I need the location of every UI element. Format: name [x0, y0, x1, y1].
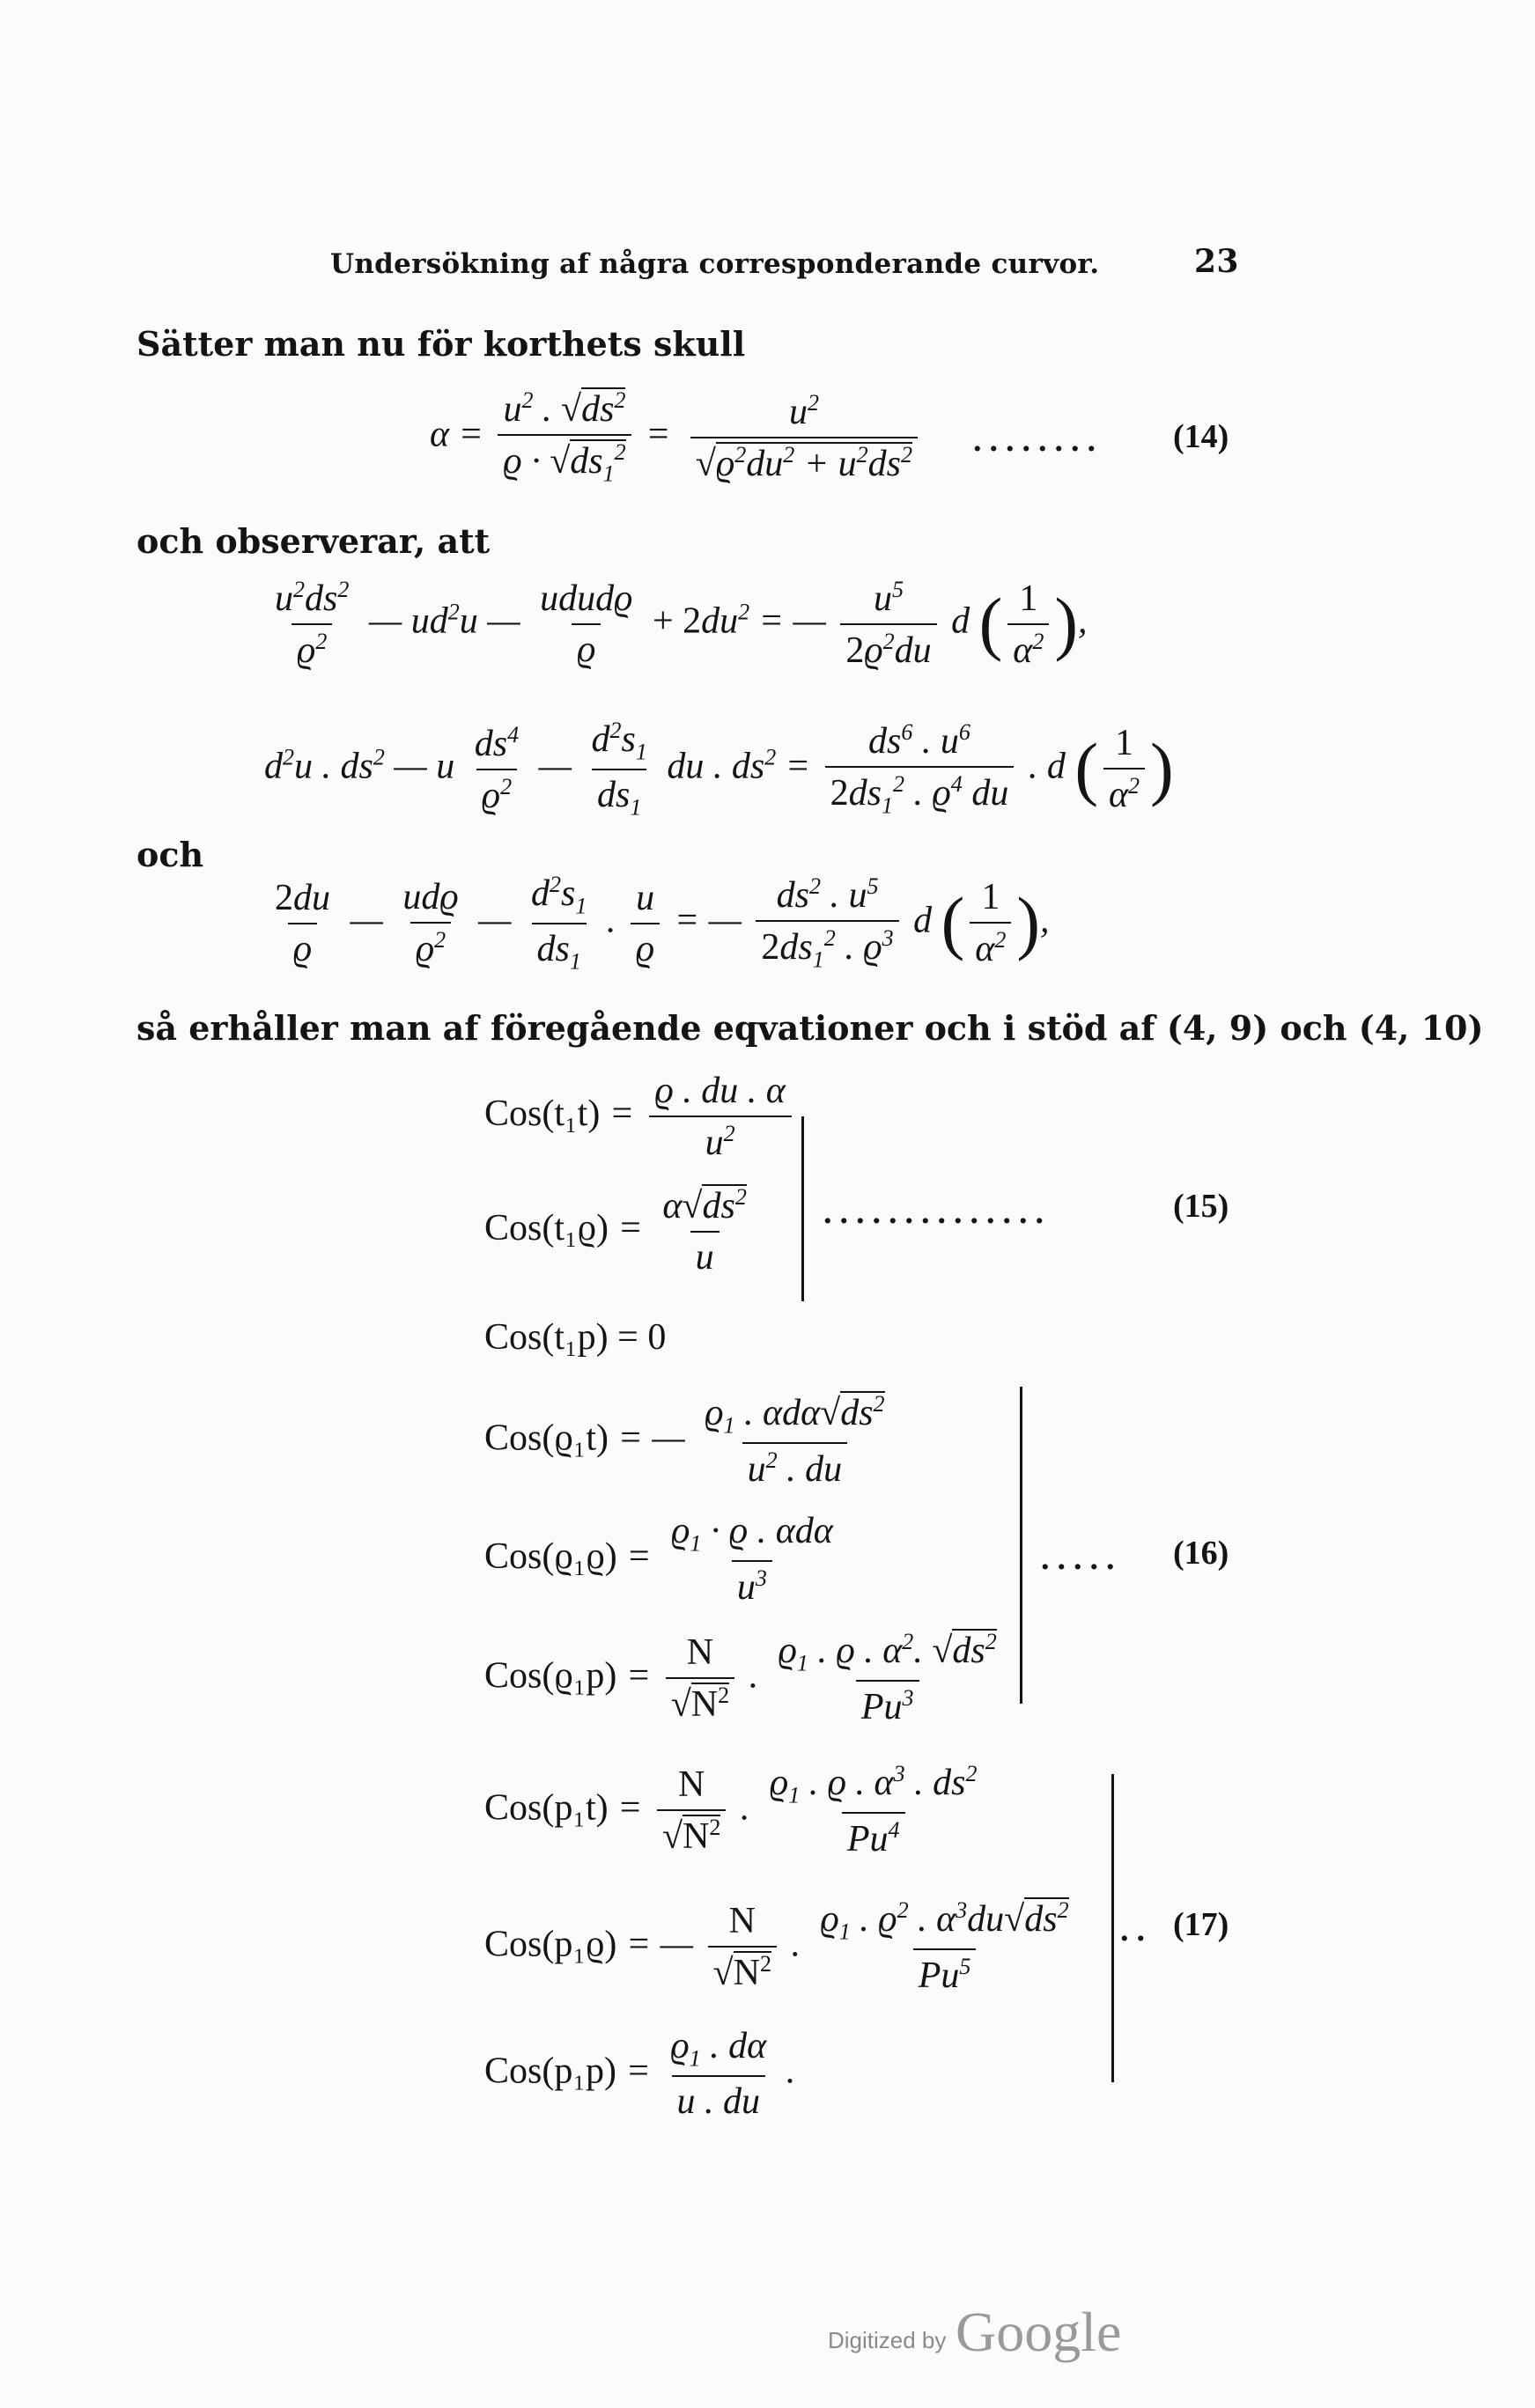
och-text: och	[137, 835, 204, 874]
cos-rho1-p-label: Cos(ϱ₁p)	[484, 1655, 617, 1697]
leader-dots-17: ..	[1120, 1911, 1153, 1948]
cos-p1-t-label: Cos(p₁t)	[484, 1787, 609, 1829]
running-header: Undersökning af några corresponderande curvor.	[330, 248, 1100, 280]
eq-cos-t1-t: Cos(t₁t) = $\frac{ϱ . du . \alpha}{u^2}$	[484, 1070, 797, 1164]
equation-number-14: (14)	[1173, 418, 1229, 455]
leader-dots-16: .....	[1041, 1540, 1123, 1577]
observe-text: och observerar, att	[137, 521, 491, 561]
brace-16	[1020, 1387, 1022, 1704]
cos-t1-rho-label: Cos(t₁ϱ)	[484, 1208, 609, 1249]
leader-dots-14: ........	[973, 422, 1103, 459]
cos-rho1-t-label: Cos(ϱ₁t)	[484, 1418, 609, 1459]
equation-14: α = $\frac{u^2 . √ds^2}{ϱ \cdot √ds_1^2}$ = $\frac{u^2}{√ϱ^2du^2 + u^2ds^2}$	[430, 387, 928, 487]
intro-text: Sätter man nu för korthets skull	[137, 324, 746, 364]
equation-observe-3: $\frac{2du}{ϱ}$ — $\frac{\text{udϱ}}{ϱ^2}$ — $\frac{d^2s_1}{ds_1}$ . $\frac{u}{ϱ}$ = — $\frac{ds^2 . u^5}{2ds_1^2 . ϱ^3}$ d ( $\frac{1}{\alpha^2}$ ),	[275, 872, 1050, 975]
digitized-label: Digitized by	[828, 2327, 947, 2353]
eq-cos-p1-t: Cos(p₁t) = $\frac{N}{√N^2}$ . $\frac{ϱ_1 . ϱ . \alpha^3 . ds^2}{Pu^4}$	[484, 1761, 978, 1860]
brace-17	[1111, 1774, 1114, 2082]
google-logo: Google	[956, 2301, 1122, 2363]
equation-observe-2: $d^2u$ . $ds^2$ — u $\frac{ds^4}{ϱ^2}$ — $\frac{d^2s_1}{ds_1}$ du . $ds^2$ = $\frac{ds^6 . u^6}{2ds_1^2 . ϱ^4 du}$ . d ( $\frac{1}{\alpha^2}$ )	[264, 718, 1174, 821]
eq-cos-t1-rho: Cos(t₁ϱ) = $\frac{\alpha√ds^2}{u}$	[484, 1184, 747, 1278]
equation-number-16: (16)	[1173, 1535, 1229, 1572]
eq-cos-p1-rho: Cos(p₁ϱ) = — $\frac{N}{√N^2}$ . $\frac{ϱ_1 . ϱ^2 . \alpha^3du√ds^2}{Pu^5}$	[484, 1897, 1069, 1997]
equation-number-15: (15)	[1173, 1188, 1229, 1225]
cos-rho1-rho-label: Cos(ϱ₁ϱ)	[484, 1535, 617, 1577]
eq-cos-rho1-t: Cos(ϱ₁t) = — $\frac{ϱ_1 . \alpha d\alpha√ds^2}{u^2 . du}$	[484, 1391, 885, 1491]
eq-cos-p1-p: Cos(p₁p) = $\frac{ϱ_1 . d\alpha}{u . du}$ .	[484, 2026, 796, 2123]
leader-dots-15: ..............	[823, 1194, 1052, 1231]
eq-cos-rho1-p: Cos(ϱ₁p) = $\frac{N}{√N^2}$ . $\frac{ϱ_1 . ϱ . \alpha^2. √ds^2}{Pu^3}$	[484, 1629, 997, 1728]
cos-p1-rho-label: Cos(p₁ϱ)	[484, 1924, 617, 1965]
equation-observe-1: $\frac{u^2ds^2}{ϱ^2}$ — $ud^2u$ — $\frac{\text{ududϱ}}{ϱ}$ + $2du^2$ = — $\frac{u^5}{2ϱ^2du}$ d ( $\frac{1}{\alpha^2}$ ),	[275, 577, 1088, 671]
page-number: 23	[1194, 243, 1239, 280]
brace-15	[801, 1116, 804, 1301]
equation-number-17: (17)	[1173, 1906, 1229, 1943]
cos-p1-p-label: Cos(p₁p)	[484, 2051, 616, 2092]
result-text: så erhåller man af föregående eqvationer och i stöd af (4, 9) och (4, 10)	[137, 1008, 1484, 1048]
eq-cos-rho1-rho: Cos(ϱ₁ϱ) = $\frac{ϱ_1 \cdot ϱ . \alpha d\alpha}{u^3}$	[484, 1511, 833, 1609]
cos-t1-t-label: Cos(t₁t)	[484, 1094, 601, 1135]
eq-cos-t1-p: Cos(t₁p) = 0	[484, 1317, 667, 1358]
